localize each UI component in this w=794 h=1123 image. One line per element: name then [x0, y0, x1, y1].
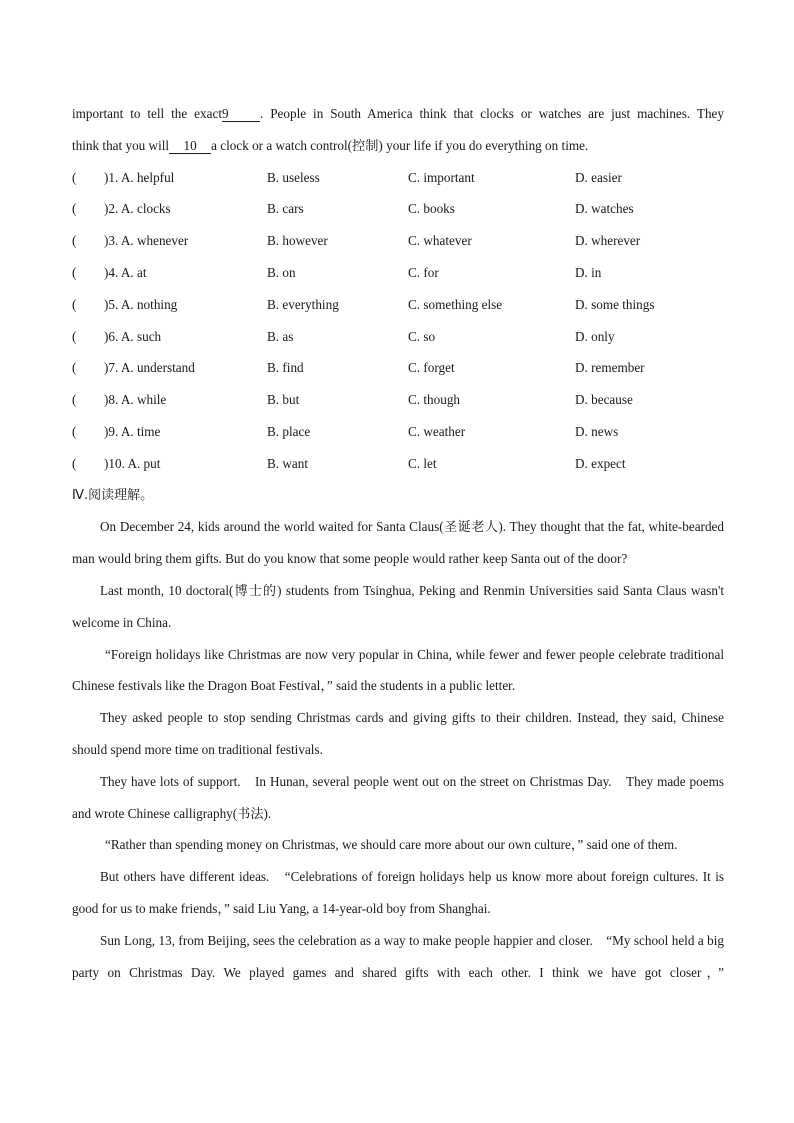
- paragraph: “Foreign holidays like Christmas are now very popular in China, while fewer and fewer people celebrate traditional Chinese festivals like the Dragon Boat Festival，” said the students in a public letter.: [72, 646, 724, 694]
- option-b: B. on: [267, 264, 296, 280]
- option-c: C. forget: [408, 360, 455, 376]
- paragraph: “Rather than spending money on Christmas, we should care more about our own culture，” said one of them.: [105, 837, 678, 853]
- answer-paren: (: [72, 392, 77, 408]
- option-c: C. so: [408, 328, 436, 344]
- question-row: [72, 225, 724, 257]
- option-b: B. find: [267, 360, 304, 376]
- option-d: D. news: [575, 423, 619, 439]
- option-c: C. important: [408, 169, 475, 185]
- option-a: )1. A. helpful: [104, 169, 175, 185]
- answer-paren: (: [72, 264, 77, 280]
- option-c: C. though: [408, 392, 461, 408]
- question-row: [72, 448, 724, 480]
- option-a: )2. A. clocks: [104, 201, 171, 217]
- answer-paren: (: [72, 328, 77, 344]
- cloze-line-2: [72, 130, 724, 162]
- answer-paren: (: [72, 201, 77, 217]
- option-d: D. easier: [575, 169, 622, 185]
- question-row: [72, 321, 724, 353]
- option-d: D. some things: [575, 296, 655, 312]
- option-c: C. weather: [408, 423, 466, 439]
- question-row: [72, 416, 724, 448]
- option-c: C. for: [408, 264, 439, 280]
- paragraph: They have lots of support. In Hunan, several people went out on the street on Christmas Day. They made poems and wrote Chinese calligraphy(书法).: [72, 773, 724, 821]
- option-c: C. let: [408, 455, 437, 471]
- option-a: )3. A. whenever: [104, 233, 189, 249]
- paragraph: Sun Long, 13, from Beijing, sees the celebration as a way to make people happier and closer. “My school held a big party on Christmas Day. We played games and shared gifts with each other. I think we have got closer，”: [72, 932, 724, 980]
- worksheet-page: [72, 98, 724, 988]
- option-a: )7. A. understand: [104, 360, 195, 376]
- answer-paren: (: [72, 360, 77, 376]
- option-a: )10. A. put: [104, 455, 161, 471]
- option-c: C. something else: [408, 296, 503, 312]
- answer-paren: (: [72, 455, 77, 471]
- question-row: [72, 257, 724, 289]
- blank-10: 10: [169, 138, 211, 154]
- option-a: )6. A. such: [104, 328, 162, 344]
- answer-paren: (: [72, 169, 77, 185]
- option-b: B. everything: [267, 296, 339, 312]
- option-b: B. cars: [267, 201, 304, 217]
- option-a: )4. A. at: [104, 264, 147, 280]
- cloze-line-1: [72, 98, 724, 130]
- option-b: B. useless: [267, 169, 320, 185]
- paragraph: They asked people to stop sending Christmas cards and giving gifts to their children. Instead, they said, Chinese should spend more time on traditional festivals.: [72, 710, 724, 757]
- section-title: Ⅳ.阅读理解。: [72, 487, 154, 503]
- question-row: [72, 193, 724, 225]
- option-d: D. in: [575, 264, 602, 280]
- blank-9: 9: [222, 106, 260, 122]
- option-d: D. only: [575, 328, 615, 344]
- question-row: [72, 384, 724, 416]
- answer-paren: (: [72, 233, 77, 249]
- cloze-text: important to tell the exact: [72, 106, 222, 121]
- question-row: [72, 289, 724, 321]
- option-c: C. books: [408, 201, 455, 217]
- option-d: D. watches: [575, 201, 634, 217]
- option-d: D. remember: [575, 360, 645, 376]
- option-b: B. as: [267, 328, 294, 344]
- paragraph: On December 24, kids around the world waited for Santa Claus(圣诞老人). They thought that the fat, white-bearded man would bring them gifts. But do you know that some people would rather keep Santa out of the door?: [72, 519, 724, 567]
- cloze-text: a clock or a watch control(控制) your life if you do everything on time.: [211, 137, 589, 153]
- answer-paren: (: [72, 423, 77, 439]
- option-d: D. because: [575, 392, 633, 408]
- question-row: [72, 352, 724, 384]
- cloze-text: . People in South America think that clocks or watches are just machines. They: [260, 106, 724, 121]
- option-b: B. want: [267, 455, 309, 471]
- question-row: [72, 162, 724, 194]
- option-d: D. wherever: [575, 233, 641, 249]
- paragraph: Last month, 10 doctoral(博士的) students from Tsinghua, Peking and Renmin Universities said Santa Claus wasn't welcome in China.: [72, 582, 724, 630]
- option-d: D. expect: [575, 455, 626, 471]
- option-b: B. however: [267, 233, 328, 249]
- option-a: )9. A. time: [104, 423, 161, 439]
- cloze-text: think that you will: [72, 137, 170, 153]
- paragraph: But others have different ideas. “Celebrations of foreign holidays help us know more about foreign cultures. It is good for us to make friends，” said Liu Yang, a 14-year-old boy from Shanghai.: [72, 869, 724, 916]
- option-a: )5. A. nothing: [104, 296, 178, 312]
- answer-paren: (: [72, 296, 77, 312]
- option-a: )8. A. while: [104, 392, 167, 408]
- option-b: B. place: [267, 423, 311, 439]
- option-b: B. but: [267, 392, 300, 408]
- options-list: [72, 162, 724, 480]
- option-c: C. whatever: [408, 233, 472, 249]
